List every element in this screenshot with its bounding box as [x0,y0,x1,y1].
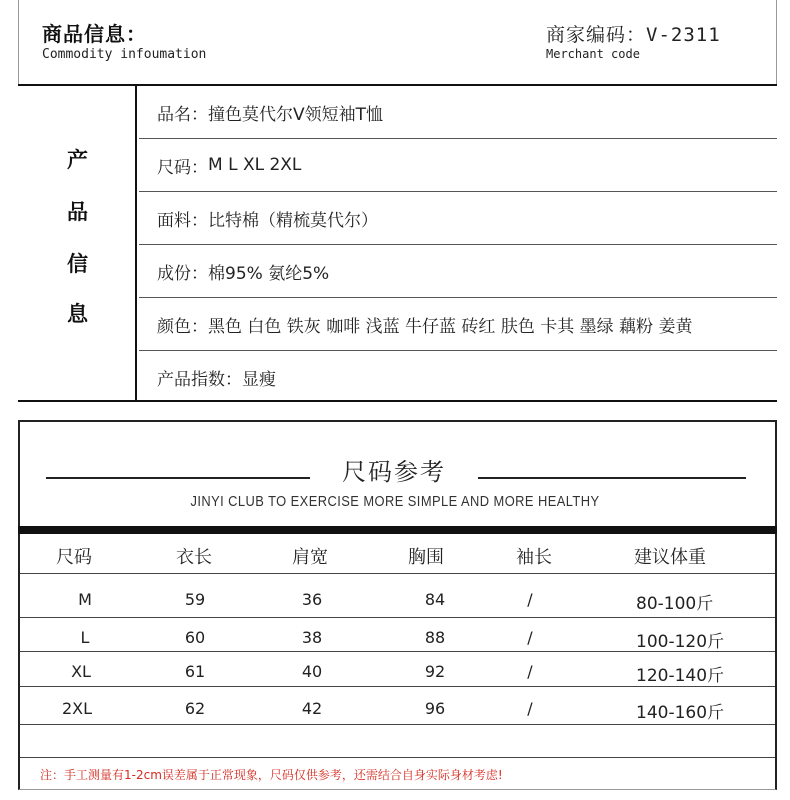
info-label: 颜色： [157,316,208,337]
table-cell: L [80,628,90,647]
info-label: 成份： [157,263,208,284]
side-char: 产 [67,148,88,172]
row-divider [20,573,775,574]
table-cell: 80-100斤 [636,594,714,614]
side-char: 息 [67,302,88,326]
table-cell: 2XL [61,699,93,718]
col-header-length: 衣长 [176,547,212,568]
info-value: 比特棉（精梳莫代尔） [208,210,378,231]
merchant-code-title [546,20,721,47]
col-header-size: 尺码 [56,547,92,568]
info-label: 尺码： [157,157,208,178]
commodity-info-subtitle: Commodity infoumation [42,47,207,62]
table-cell: 96 [424,699,446,718]
col-header-chest: 胸围 [408,547,444,568]
col-header-shoulder: 肩宽 [292,547,328,568]
info-value: 黑色 白色 铁灰 咖啡 浅蓝 牛仔蓝 砖红 肤色 卡其 墨绿 藕粉 姜黄 [208,316,693,337]
info-row-size [139,139,777,192]
info-label: 面料： [157,210,208,231]
table-cell: / [527,628,533,647]
col-header-weight: 建议体重 [634,547,706,568]
table-cell: 61 [184,662,206,681]
info-row-composition [139,245,777,298]
info-row-index [139,351,777,404]
table-cell: / [527,662,533,681]
table-cell: 88 [424,628,446,647]
size-chart-title: 尺码参考 [342,458,446,486]
merchant-code-subtitle: Merchant code [546,47,640,61]
side-char: 信 [67,252,88,276]
table-cell: 36 [301,590,323,609]
side-char: 品 [67,200,88,224]
table-cell: 62 [184,699,206,718]
col-header-sleeve: 袖长 [516,547,552,568]
table-cell: 40 [301,662,323,681]
table-cell: 84 [424,590,446,609]
title-divider-right [478,477,746,479]
row-divider [20,617,775,618]
table-cell: / [527,590,533,609]
measurement-note: 注：手工测量有1-2cm误差属于正常现象，尺码仅供参考，还需结合自身实际身材考虑! [40,768,503,782]
table-cell: 38 [301,628,323,647]
info-label: 品名： [157,104,208,125]
info-row-name [139,86,777,139]
merchant-code-label: 商家编码： [546,24,647,46]
row-divider [20,724,775,725]
table-cell: 120-140斤 [636,666,725,686]
merchant-code-value: V-2311 [646,24,721,46]
table-cell: XL [71,662,91,681]
table-cell: 100-120斤 [636,632,725,652]
info-row-colors [139,298,777,351]
row-divider [20,757,775,758]
info-value: 撞色莫代尔V领短袖T恤 [208,104,384,125]
row-divider [20,686,775,687]
product-info-side-label [18,86,137,400]
table-cell: 140-160斤 [636,703,725,723]
table-cell: / [527,699,533,718]
product-info-table [18,84,777,402]
info-value: 棉95% 氨纶5% [208,263,330,284]
table-cell: M [78,590,92,609]
table-cell: 60 [184,628,206,647]
size-chart-header-bar [18,526,777,534]
commodity-info-title: 商品信息： [42,22,147,46]
info-value: M L XL 2XL [208,155,302,175]
table-cell: 59 [184,590,206,609]
title-divider-left [46,477,310,479]
table-cell: 92 [424,662,446,681]
table-cell: 42 [301,699,323,718]
info-label: 产品指数： [157,370,242,390]
info-value: 显瘦 [242,370,276,390]
info-row-fabric [139,192,777,245]
size-chart-slogan: JINYI CLUB TO EXERCISE MORE SIMPLE AND MORE HEALTHY [190,493,600,510]
